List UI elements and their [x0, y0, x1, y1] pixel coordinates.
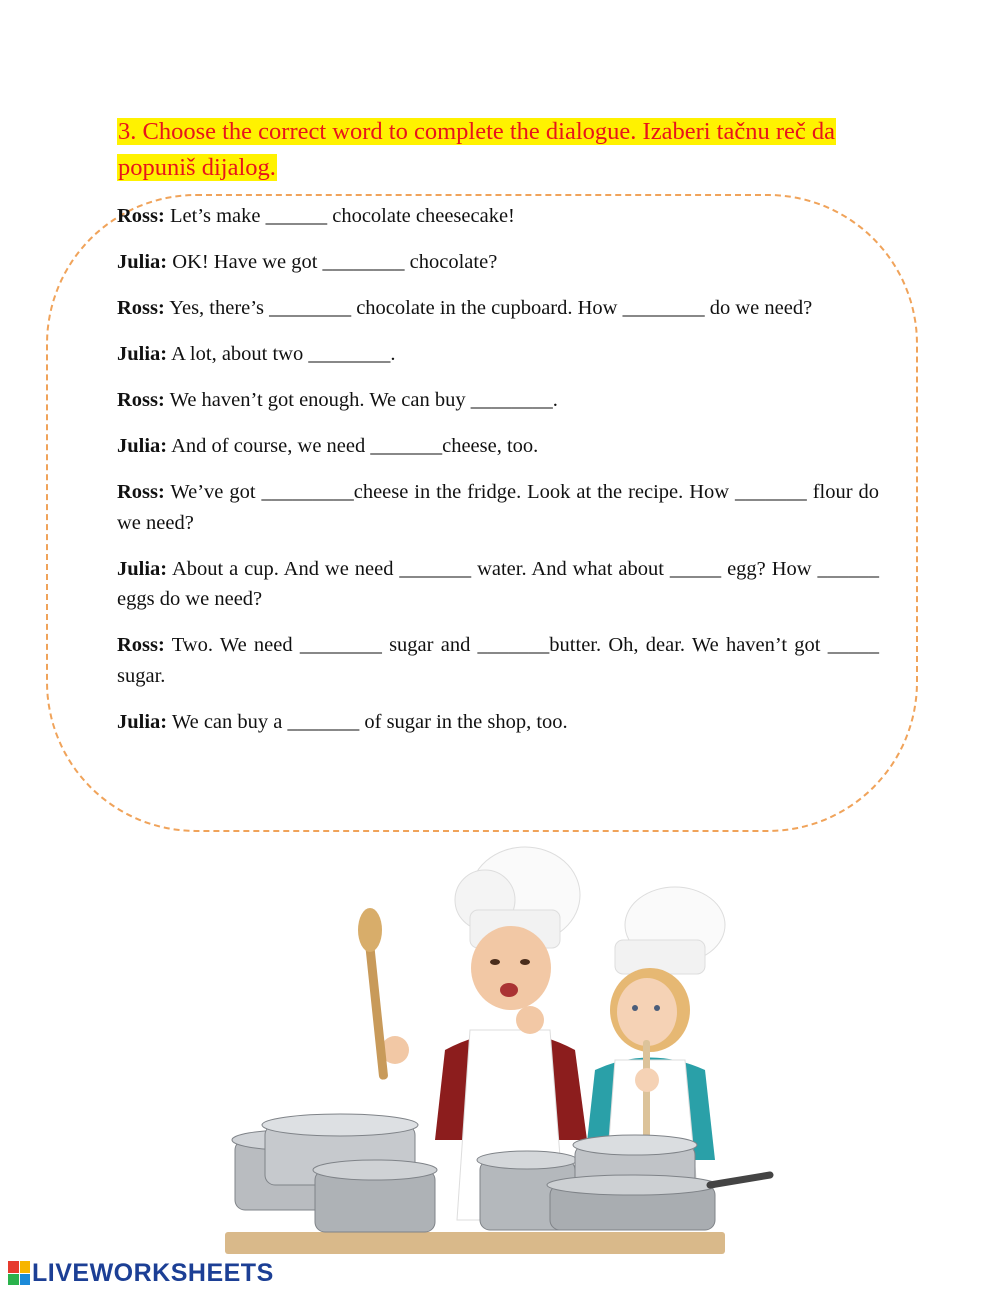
- speaker-name: Ross:: [117, 205, 165, 227]
- dialogue-text: We can buy a _______ of sugar in the shop, too.: [171, 710, 568, 733]
- dialogue-line: [117, 554, 879, 615]
- dialogue-line: [117, 385, 879, 416]
- dialogue-line: [117, 707, 879, 738]
- dialogue-line: [117, 431, 879, 462]
- liveworksheets-logo[interactable]: [8, 1258, 274, 1288]
- counter: [225, 1232, 725, 1254]
- dialogue-text: Two. We need ________ sugar and _______butter. Oh, dear. We haven’t got _____ sugar.: [117, 634, 879, 687]
- speaker-name: Ross:: [117, 634, 165, 656]
- speaker-name: Julia:: [117, 710, 168, 733]
- dialogue-line: [117, 247, 879, 278]
- dialogue: [117, 201, 879, 753]
- speaker-name: Ross:: [117, 297, 165, 319]
- speaker-name: Ross:: [117, 389, 165, 411]
- dialogue-text: OK! Have we got ________ chocolate?: [172, 251, 498, 273]
- dialogue-line: [117, 339, 879, 370]
- exercise-instructions: [117, 114, 857, 186]
- dialogue-text: About a cup. And we need _______ water. And what about _____ egg? How ______ eggs do we need?: [117, 557, 879, 610]
- dialogue-text: We’ve got _________cheese in the fridge. Look at the recipe. How _______ flour do we need?: [117, 481, 879, 534]
- dialogue-line: [117, 293, 879, 324]
- dialogue-line: [117, 477, 879, 538]
- logo-text: LIVEWORKSHEETS: [32, 1258, 274, 1287]
- speaker-name: Julia:: [117, 251, 168, 273]
- speaker-name: Julia:: [117, 435, 168, 457]
- speaker-name: Julia:: [117, 343, 168, 365]
- dialogue-text: A lot, about two ________.: [171, 343, 396, 365]
- liveworksheets-logo-icon: [8, 1261, 30, 1285]
- dialogue-text: Yes, there’s ________ chocolate in the cupboard. How ________ do we need?: [169, 297, 813, 319]
- dialogue-text: Let’s make ______ chocolate cheesecake!: [169, 205, 515, 227]
- dialogue-line: [117, 630, 879, 691]
- instructions-text: 3. Choose the correct word to complete the dialogue. Izaberi tačnu reč da popuniš dijalog.: [118, 118, 836, 181]
- dialogue-text: We haven’t got enough. We can buy ________.: [169, 389, 558, 411]
- speaker-name: Julia:: [117, 557, 168, 580]
- dialogue-line: [117, 201, 879, 232]
- speaker-name: Ross:: [117, 481, 165, 503]
- dialogue-text: And of course, we need _______cheese, too.: [171, 435, 539, 457]
- cooking-kids-illustration: [195, 840, 795, 1258]
